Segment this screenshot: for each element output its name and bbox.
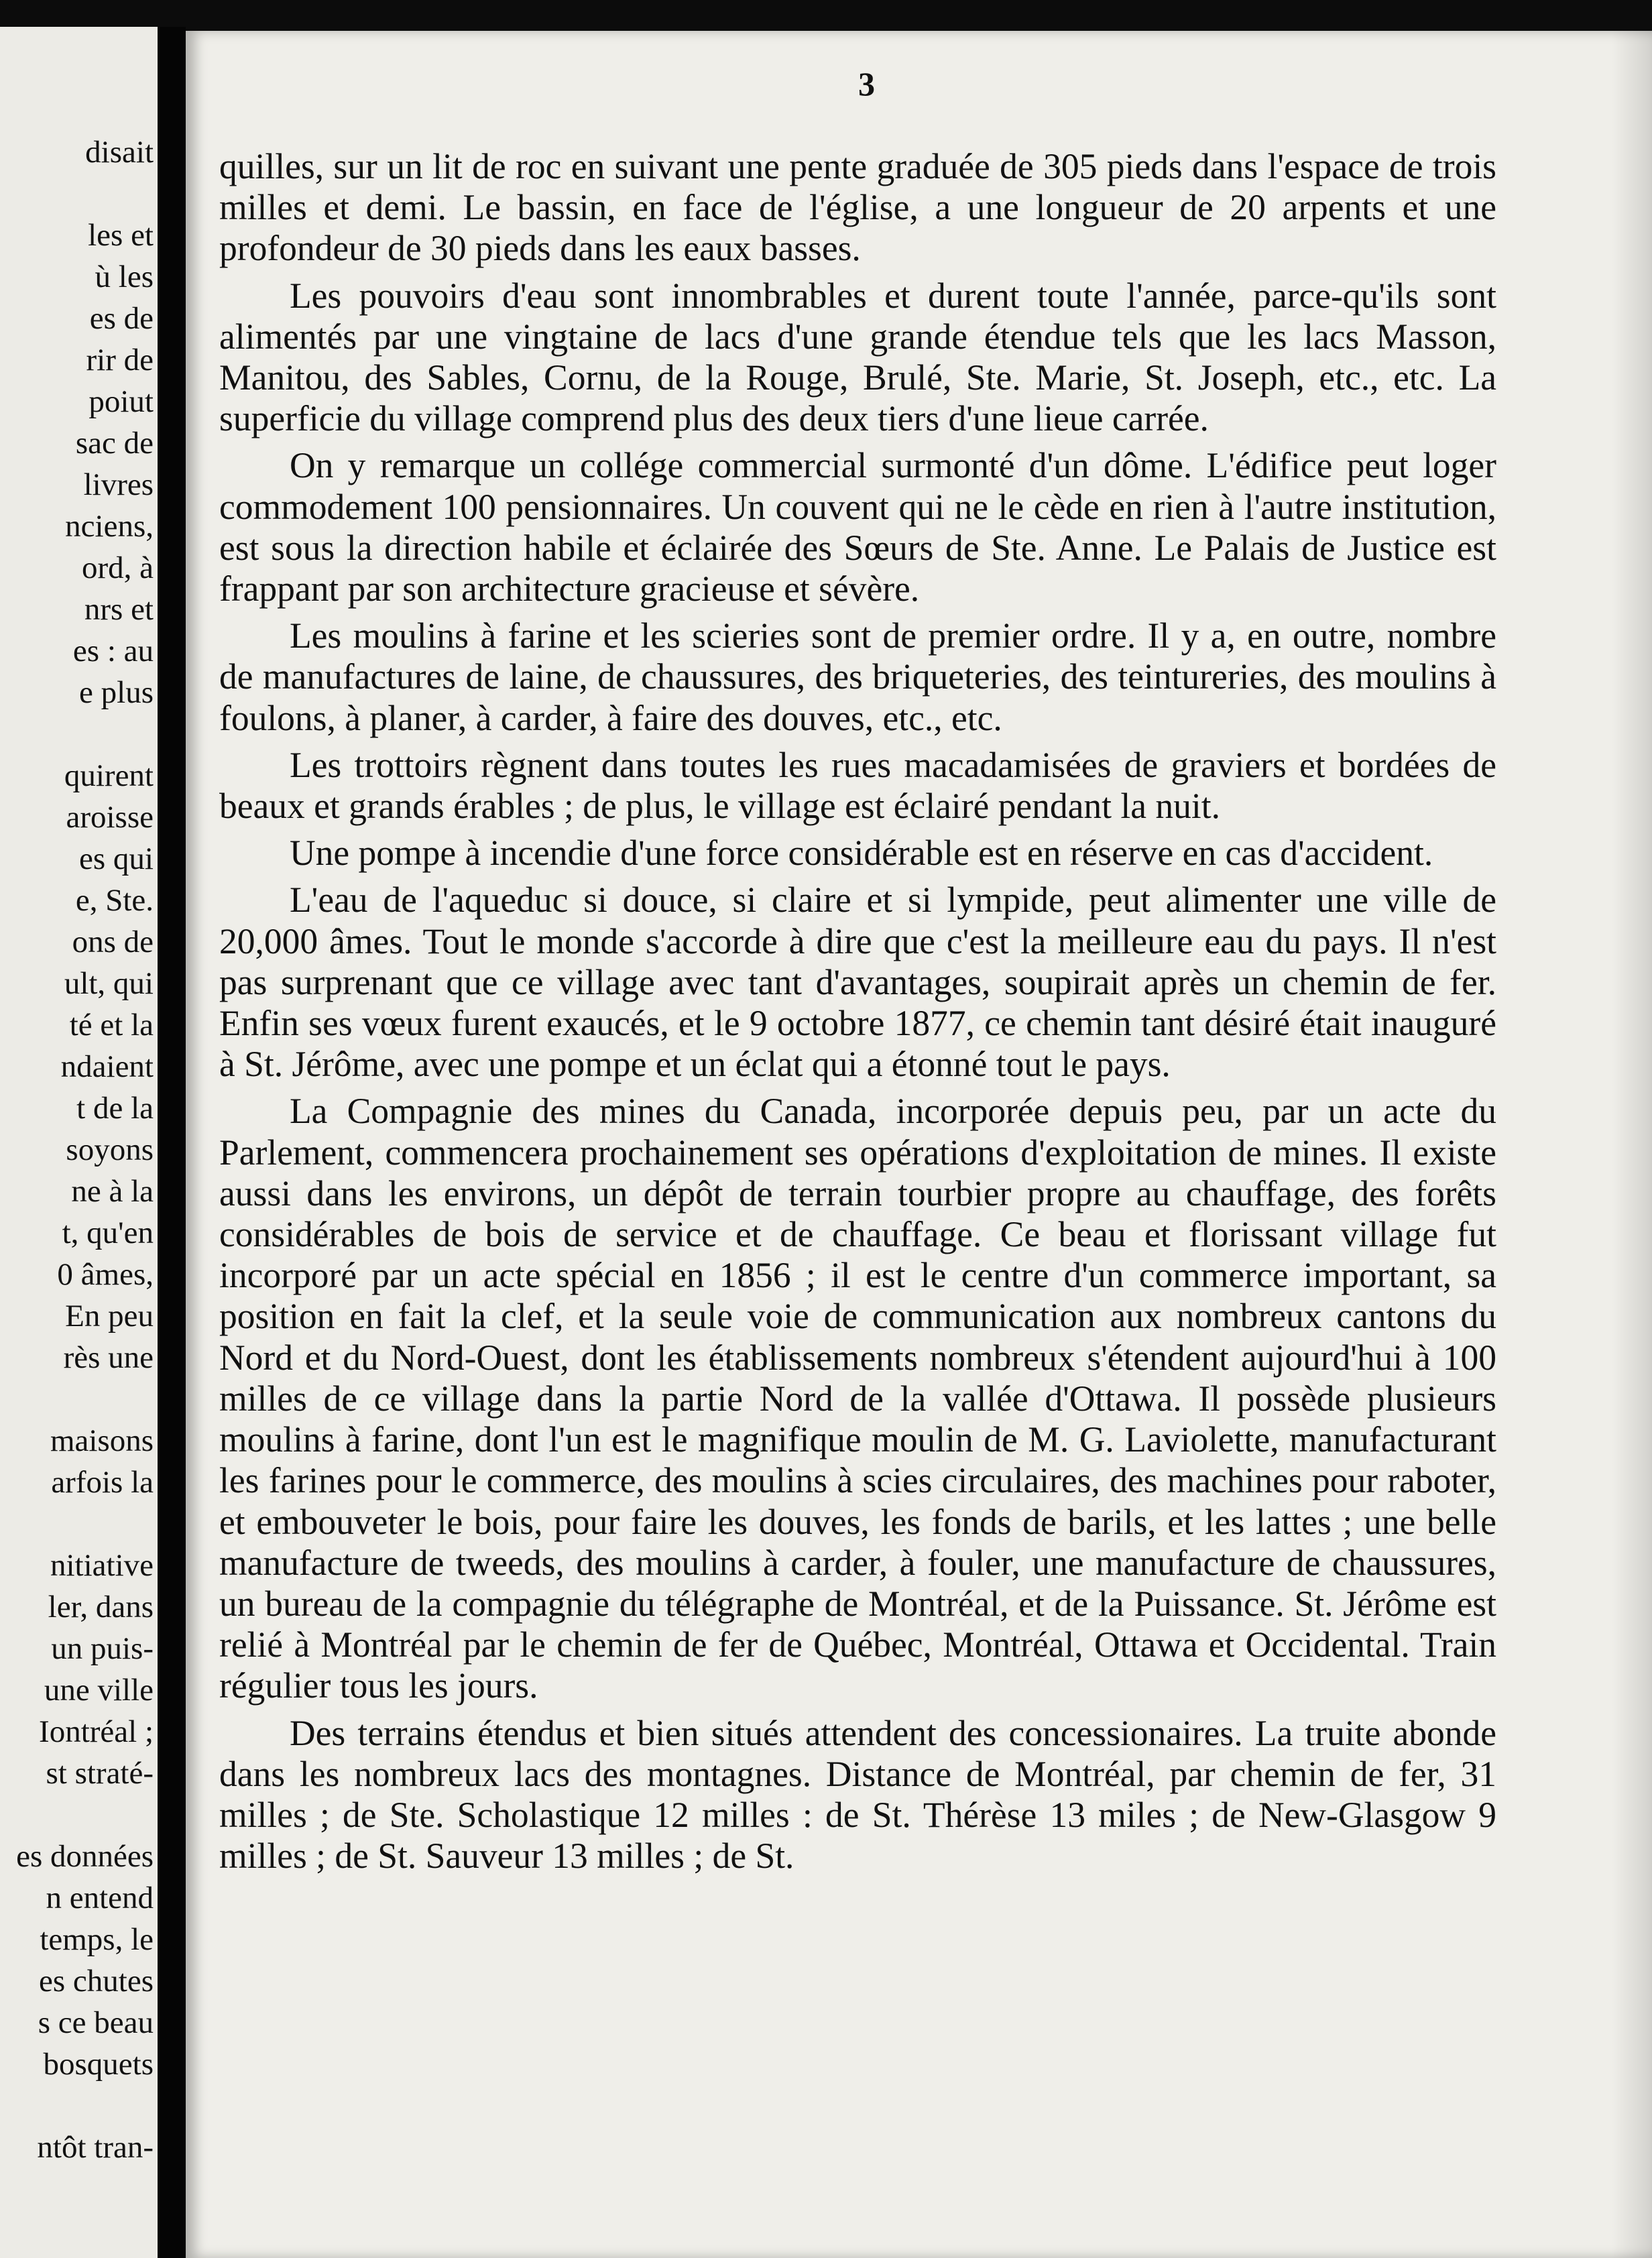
left-page-line: ord, à <box>81 550 154 585</box>
left-page-line: quirent <box>64 758 154 793</box>
paragraph: On y remarque un collége commercial surmonté d'un dôme. L'édifice peut loger commodement 100 pensionnaires. Un couvent qui ne le cède en rien à l'autre institution, est sous la direction habile et éclairée des Sœurs de Ste. Anne. Le Palais de Justice est frappant par son architecture gracieuse et sévère. <box>219 445 1496 609</box>
left-page-line: les et <box>88 218 154 253</box>
page-edge-shadow <box>1612 31 1652 2258</box>
paragraph: Les pouvoirs d'eau sont innombrables et durent toute l'année, parce-qu'ils sont alimentés par une vingtaine de lacs d'une grande étendue tels que les lacs Masson, Manitou, des Sables, Cornu, de la Rouge, Brulé, Ste. Marie, St. Joseph, etc., etc. La superficie du village comprend plus des deux tiers d'une lieue carrée. <box>219 275 1496 439</box>
left-page-line: ne à la <box>71 1174 154 1209</box>
left-page-line: temps, le <box>40 1922 154 1957</box>
left-page-line: ndaient <box>60 1049 154 1084</box>
left-page-line: s ce beau <box>38 2005 154 2040</box>
left-page-line: bosquets <box>43 2047 154 2082</box>
left-page-line: es données <box>16 1839 154 1874</box>
left-page-line: nrs et <box>84 592 154 627</box>
left-page-line: poiut <box>88 384 154 419</box>
left-page-line: Iontréal ; <box>39 1714 154 1749</box>
left-page-line: es de <box>89 301 154 336</box>
left-page-line: st straté- <box>46 1756 154 1791</box>
left-page-line: aroisse <box>66 800 154 835</box>
left-page-line: ù les <box>95 259 154 294</box>
left-page-line: sac de <box>75 426 154 461</box>
left-page-line: ons de <box>72 925 154 959</box>
paragraph: La Compagnie des mines du Canada, incorporée depuis peu, par un acte du Parlement, commencera prochainement ses opérations d'exploitation de mines. Il existe aussi dans les environs, un dépôt de terrain tourbier propre au chauffage, des forêts considérables de bois de service et de chauffage. Ce beau et florissant village fut incorporé par un acte spécial en 1856 ; il est le centre d'un commerce important, sa position en fait la clef, et la seule voie de communication aux nombreux cantons du Nord et du Nord-Ouest, dont les établissements nombreux s'étendent aujourd'hui à 100 milles de ce village dans la partie Nord de la vallée d'Ottawa. Il possède plusieurs moulins à farine, dont l'un est le magnifique moulin de M. G. Laviolette, manufacturant les farines pour le commerce, des moulins à scies circulaires, des machines pour raboter, et embouveter le bois, pour faire les douves, les fonds de barils, et les lattes ; une belle manufacture de tweeds, des moulins à carder, à fouler, une manufacture de chaussures, un bureau de la compagnie du télégraphe de Montréal, et de la Puissance. St. Jérôme est relié à Montréal par le chemin de fer de Québec, Montréal, Ottawa et Occidental. Train régulier tous les jours. <box>219 1091 1496 1706</box>
page-number: 3 <box>858 65 875 103</box>
left-page-line: une ville <box>44 1673 154 1708</box>
left-page-line: e, Ste. <box>75 883 154 918</box>
left-page-line: t, qu'en <box>62 1215 154 1250</box>
left-page-line: e plus <box>79 675 154 710</box>
left-page-line: ult, qui <box>64 966 154 1001</box>
left-page-line: ler, dans <box>48 1590 154 1624</box>
left-page-fragment <box>0 27 158 2258</box>
left-page-line: n entend <box>46 1881 154 1915</box>
book-gutter <box>158 27 186 2258</box>
paragraph: L'eau de l'aqueduc si douce, si claire et si lympide, peut alimenter une ville de 20,000 âmes. Tout le monde s'accorde à dire que c'est la meilleure eau du pays. Il n'est pas surprenant que ce village avec tant d'avantages, soupirait après un chemin de fer. Enfin ses vœux furent exaucés, et le 9 octobre 1877, ce chemin tant désiré était inauguré à St. Jérôme, avec une pompe et un éclat qui a étonné tout le pays. <box>219 880 1496 1085</box>
left-page-line: es : au <box>72 634 154 668</box>
left-page-line: ntôt tran- <box>37 2130 154 2165</box>
paragraph: Les moulins à farine et les scieries sont de premier ordre. Il y a, en outre, nombre de manufactures de laine, de chaussures, des briqueteries, des teintureries, des moulins à foulons, à planer, à carder, à faire des douves, etc., etc. <box>219 615 1496 738</box>
paragraph: Une pompe à incendie d'une force considérable est en réserve en cas d'accident. <box>290 833 1433 874</box>
left-page-line: t de la <box>76 1091 154 1126</box>
paragraph: Les trottoirs règnent dans toutes les rues macadamisées de graviers et bordées de beaux et grands érables ; de plus, le village est éclairé pendant la nuit. <box>219 744 1496 827</box>
left-page-line: disait <box>85 135 154 170</box>
left-page-line: arfois la <box>51 1465 154 1500</box>
left-page-line: un puis- <box>51 1631 154 1666</box>
left-page-line: 0 âmes, <box>57 1257 154 1292</box>
left-page-line: livres <box>83 467 154 502</box>
left-page-line: En peu <box>65 1299 154 1333</box>
left-page-line: té et la <box>69 1008 154 1043</box>
left-page-line: nciens, <box>65 509 154 544</box>
paragraph: Des terrains étendus et bien situés attendent des concessionaires. La truite abonde dans les nombreux lacs des montagnes. Distance de Montréal, par chemin de fer, 31 milles ; de Ste. Scholastique 12 milles : de St. Thérèse 13 miles ; de New-Glasgow 9 milles ; de St. Sauveur 13 milles ; de St. <box>219 1712 1496 1877</box>
right-page <box>186 31 1652 2258</box>
left-page-line: rir de <box>86 343 154 377</box>
left-page-line: soyons <box>66 1132 154 1167</box>
paragraph: quilles, sur un lit de roc en suivant une pente graduée de 305 pieds dans l'espace de trois milles et demi. Le bassin, en face de l'église, a une longueur de 20 arpents et une profondeur de 30 pieds dans les eaux basses. <box>219 146 1496 269</box>
left-page-line: es qui <box>79 841 154 876</box>
left-page-line: es chutes <box>39 1964 154 1999</box>
left-page-line: nitiative <box>50 1548 154 1583</box>
left-page-line: rès une <box>63 1340 154 1375</box>
scan-border <box>0 0 1652 31</box>
left-page-line: maisons <box>50 1423 154 1458</box>
body-text <box>219 146 1496 1883</box>
